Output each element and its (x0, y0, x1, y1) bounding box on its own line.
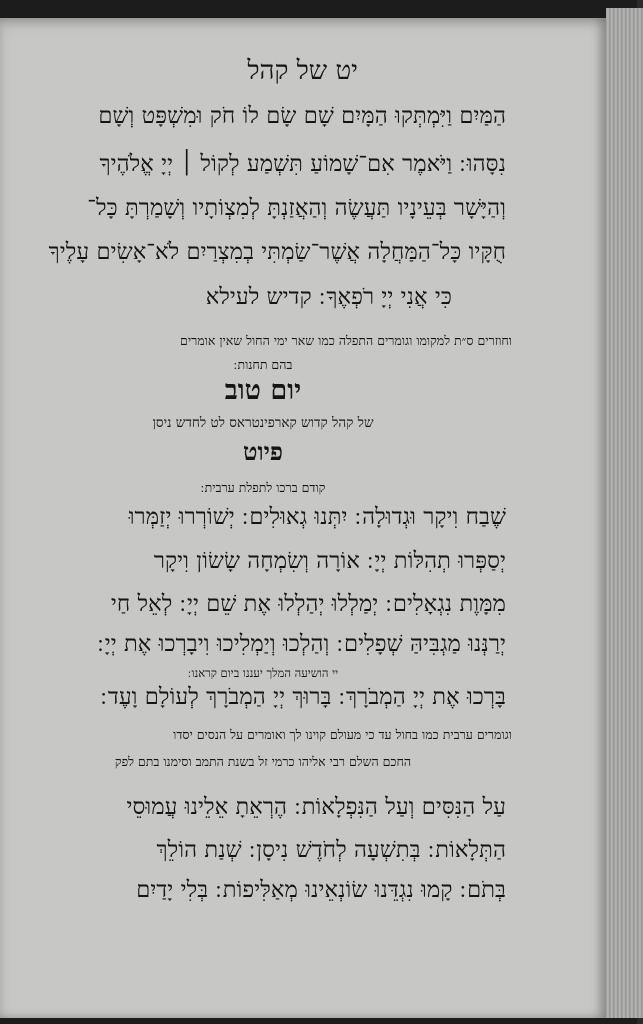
instruction-note: החכם השלם רבי אליהו כרמי זל בשנת התמב וסימנו בתם לפק (114, 754, 412, 769)
section-heading: יום טוב (224, 375, 302, 406)
piyut-heading: פיוט (243, 437, 283, 466)
text-line: נִסָּהוּ ׃ וַיֹּאמֶר אִם־שָׁמוֹעַ תִּשְׁמַע לְקוֹל ׀ יְיָ אֱלֹהֶיךָ (99, 151, 506, 177)
piyut-line: יְרַנְּנוּ מַגְבִּיהַּ שְׁפָלִים ׃ וְהַלְכוּ וְיַמְלִיכוּ וִיבָרְכוּ אֶת יְיָ ׃ (97, 631, 506, 657)
piyut-line: יְסַפְּרוּ תְהִלּוֹת יְיָ ׃ אוֹרָה וְשִׂמְחָה שָׂשׂוֹן וִיקָר (153, 548, 506, 574)
instruction-note: וחוזרים ס״ת למקומו וגומרים התפלה כמו שאר ימי החול שאין אומרים (180, 333, 512, 348)
barchu-line: בָּרְכוּ אֶת יְיָ הַמְבֹרָךְ ׃ בָּרוּךְ יְיָ הַמְבֹרָךְ לְעוֹלָם וָעֶד ׃ (100, 684, 506, 710)
piyut-line: שֶׁבַח וִיקָר וּגְדוּלָה ׃ יִתְּנוּ גְאוּלִים ׃ יְשׁוֹרְרוּ יְזַמְּרוּ (128, 504, 506, 530)
verse-note: יי הושיעה המלך יעננו ביום קראנו ׃ (187, 666, 339, 680)
page-stack-edge (606, 8, 643, 1018)
instruction-note: בהם תחנות ׃ (233, 357, 293, 372)
text-line: הַמַּיִם וַיִּמְתְּקוּ הַמָּיִם שָׁם שָׂם לוֹ חֹק וּמִשְׁפָּט וְשָׁם (98, 103, 506, 129)
running-head: יט של קהל (247, 56, 358, 86)
final-line: הַתְּלָאוֹת ׃ בְּתִשְׁעָה לְחֹדֶשׁ נִיסָן ׃ שְׁנַת הוֹלֵךְ (156, 837, 506, 863)
text-line: כִּי אֲנִי יְיָ רֹפְאֶךָ ׃ קדיש לעילא (205, 284, 452, 310)
section-subheading: של קהל קדוש קארפינטראס לט לחדש ניסן (152, 415, 374, 431)
final-line: בְּתֹם ׃ קָמוּ נִגְדֵּנוּ שׂוֹנְאֵינוּ מְאַלִּיפוֹת ׃ בְּלִי יָדַיִם (136, 877, 506, 903)
book-page (0, 18, 606, 1018)
text-line: חֻקָּיו כָּל־הַמַּחֲלָה אֲשֶׁר־שַׂמְתִּי בְמִצְרַיִם לֹא־אָשִׂים עָלֶיךָ (48, 239, 506, 265)
text-line: וְהַיָּשָׁר בְּעֵינָיו תַּעֲשֶׂה וְהַאֲזַנְתָּ לְמִצְוֹתָיו וְשָׁמַרְתָּ כָּל־ (87, 195, 506, 221)
piyut-line: מִמָּוֶת נִגְאָלִים ׃ יְמַלְלוּ יְהַלְלוּ אֶת שֵׁם יְיָ ׃ לְאֵל חַי (110, 591, 506, 617)
instruction-note: וגומרים ערבית כמו בחול עד כי מעולם קוינו לך ואומרים על הנסים יסדו (173, 727, 512, 742)
piyut-instruction: קודם ברכו לתפלת ערבית ׃ (200, 480, 326, 495)
final-line: עַל הַנִּסִּים וְעַל הַנִּפְלָאוֹת ׃ הֶרְאֵתָ אֵלֵינוּ עֲמוּסֵי (126, 794, 506, 820)
